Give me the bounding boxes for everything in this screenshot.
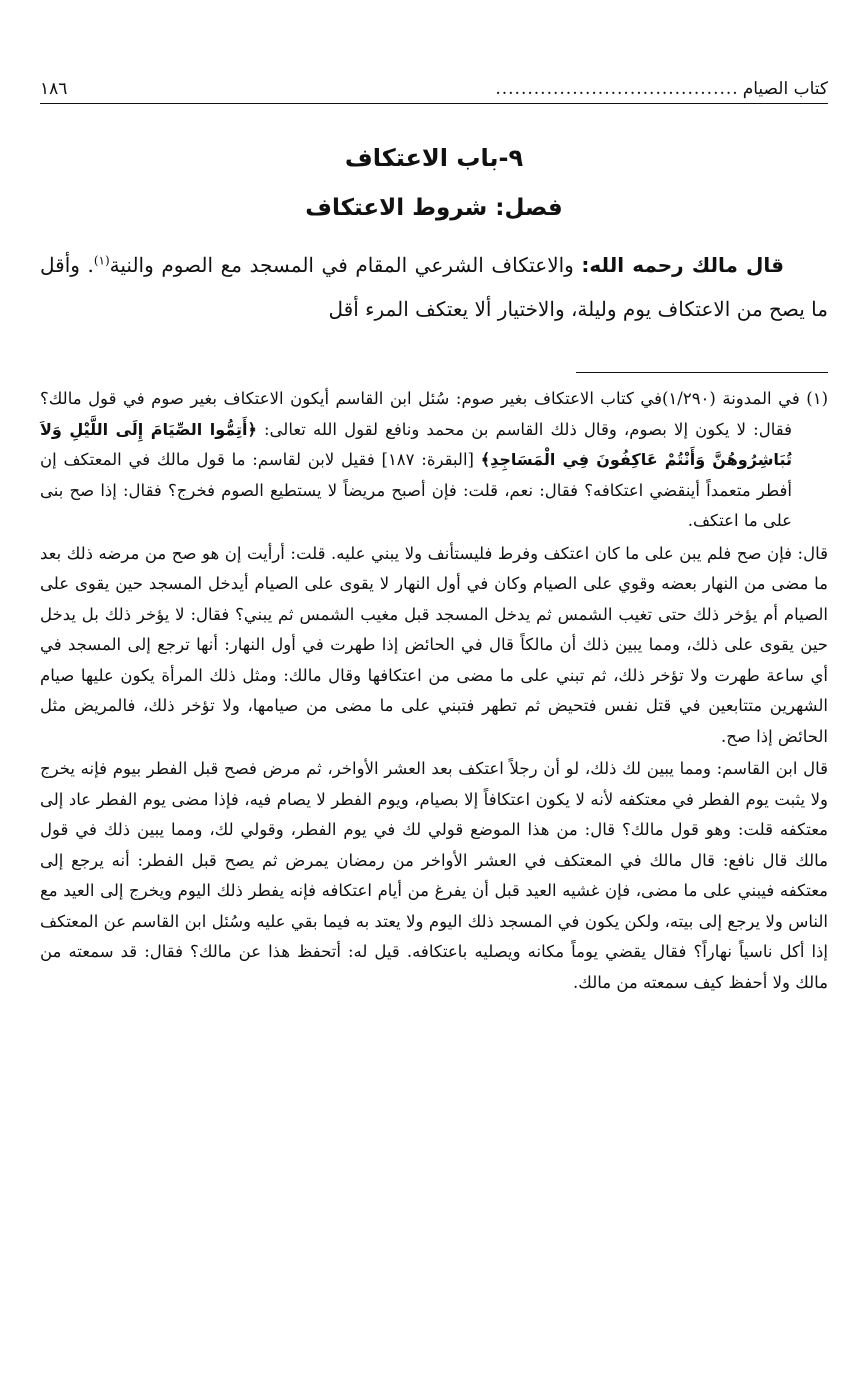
footnote-paragraph-2: قال: فإن صح فلم يبن على ما كان اعتكف وفرط فليستأنف ولا يبني عليه. قلت: أرأيت إن هو صح من مرضه ذلك بعد ما مضى من النهار بعضه وقوي على الصيام وكان في أول النهار لا يقوى على الصيام أيدخل المسجد حين يقوى على الصيام أم يؤخر ذلك حتى تغيب الشمس ثم يدخل المسجد قبل مغيب الشمس ثم يبني؟ فقال: لا يؤخر ذلك بل يدخل حين يقوى على ذلك، ومما يبين ذلك أن مالكاً قال في الحائض إذا طهرت في أول النهار: أنها ترجع إلى المسجد في أي ساعة طهرت ولا تؤخر ذلك، ثم تبني على ما مضى من اعتكافها وقال مالك: ومثل ذلك المرأة يكون عليها صيام الشهرين متتابعين في قتل نفس فتحيض ثم تطهر فتبني على ما مضى من صيامها، ولا تؤخر ذلك، فالمريض مثل الحائض إذا صح.: [40, 543, 828, 746]
footnote-separator: [576, 372, 828, 373]
quran-verse: ﴿أَتِمُّوا الصِّيَامَ إِلَى اللَّيْلِ وَلاَ تُبَاشِرُوهُنَّ وَأَنْتُمْ عَاكِفُونَ فِي الْمَسَاجِدِ﴾: [40, 419, 792, 469]
footnote: [40, 384, 828, 998]
footnote-paragraph-3: قال ابن القاسم: ومما يبين لك ذلك، لو أن رجلاً اعتكف بعد العشر الأواخر، ثم مرض فصح قبل الفطر بيوم فإنه يخرج ولا يثبت يوم الفطر في معتكفه لأنه لا يكون اعتكافاً إلا بصيام، ويوم الفطر لا يصام فيه، فإذا مضى يوم الفطر عاد إلى معتكفه قلت: وهو قول مالك؟ قال: من هذا الموضع قولي لك في يوم الفطر، وقولي لك، ومما يبين ذلك في قول مالك قال نافع: قال مالك في المعتكف في العشر الأواخر من رمضان يمرض ثم يصح قبل الفطر: أنه يرجع إلى معتكفه فيبني على ما مضى، فإن غشيه العيد قبل أن يفرغ من أيام اعتكافه فإنه يفطر ذلك اليوم ويخرج إلى العيد مع الناس ولا يرجع إلى بيته، ولكن يكون في المسجد ذلك اليوم ولا يعتد به فيما بقي عليه وسُئل ابن القاسم عن المعتكف إذا أكل ناسياً نهاراً؟ فقال يقضي يوماً مكانه ويصليه باعتكافه. قيل له: أتحفظ هذا عن مالك؟ فقال: قد سمعته من مالك ولا أحفظ كيف سمعته من مالك.: [40, 759, 828, 992]
header-dot-leader: ......................................: [495, 79, 739, 99]
page-number: ١٨٦: [40, 79, 68, 99]
speaker-attribution: قال مالك رحمه الله:: [581, 253, 785, 277]
running-header: [40, 68, 828, 102]
footnote-paragraph-1: [40, 384, 828, 537]
main-text-part-1: والاعتكاف الشرعي المقام في المسجد مع الصوم والنية: [109, 253, 582, 277]
main-paragraph: [40, 243, 828, 331]
main-text-part-2: . وأقل ما يصح من الاعتكاف يوم وليلة، والاختيار ألا يعتكف المرء أقل: [40, 253, 828, 321]
footnote-intro: في المدونة (١/٢٩٠)في كتاب الاعتكاف بغير صوم: سُئل ابن القاسم أيكون الاعتكاف بغير صوم في قول مالك؟ فقال: لا يكون إلا بصوم، وقال ذلك القاسم بن محمد ونافع لقول الله تعالى:: [40, 389, 807, 439]
footnote-paragraph-1-rest: [البقرة: ١٨٧] فقيل لابن لقاسم: ما قول مالك في المعتكف إن أفطر متعمداً أينقضي اعتكافه؟ فقال: نعم، قلت: فإن أصبح مريضاً لا يستطيع الصوم فخرج؟ فقال: إذا صح بنى على ما اعتكف.: [40, 450, 792, 530]
footnote-reference: (١): [93, 253, 110, 268]
book-page: [40, 0, 828, 1375]
header-title: كتاب الصيام: [742, 79, 828, 99]
footnote-marker: (١): [806, 389, 828, 408]
header-rule: [40, 103, 828, 104]
chapter-title: ٩-باب الاعتكاف: [344, 144, 524, 172]
section-title: فصل: شروط الاعتكاف: [305, 195, 563, 221]
